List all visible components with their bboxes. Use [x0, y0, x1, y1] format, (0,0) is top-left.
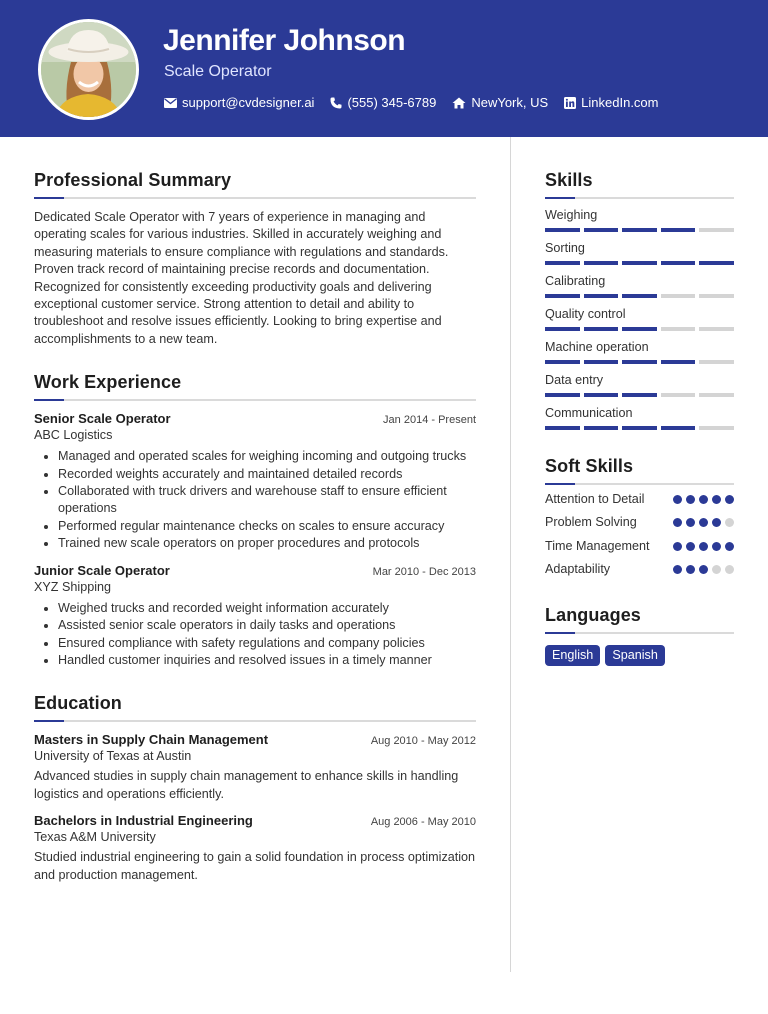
rating-dot — [699, 518, 708, 527]
soft-skill-name: Time Management — [545, 538, 650, 553]
skill-level-segment — [584, 294, 619, 298]
skills-list — [545, 208, 734, 430]
job-bullet: Handled customer inquiries and resolved issues in a timely manner — [34, 652, 476, 669]
skill-item — [545, 241, 734, 265]
skill-item — [545, 340, 734, 364]
education-heading: Education — [34, 693, 122, 714]
skill-level-segment — [622, 393, 657, 397]
rating-dot — [686, 495, 695, 504]
job-bullets — [34, 448, 476, 552]
skill-level-segment — [584, 327, 619, 331]
job-bullet: Assisted senior scale operators in daily tasks and operations — [34, 617, 476, 634]
skill-level-segment — [622, 261, 657, 265]
skill-level-segment — [699, 228, 734, 232]
job-title: Junior Scale Operator — [34, 562, 170, 578]
degree-title: Bachelors in Industrial Engineering — [34, 813, 253, 829]
skill-item — [545, 373, 734, 397]
summary-text: Dedicated Scale Operator with 7 years of experience in managing and operating scales for various industries. Skilled in accurately weighing and measuring materials to ensure compliance with regulations and standards. Proven track record of maintaining precise records and documentation. Recognized for consistently exceeding productivity goals and delivering exceptional customer service. Strong attention to detail and ability to troubleshoot and resolve issues efficiently. Looking to bring expertise and accomplishments to a new team. — [34, 210, 449, 346]
school-name: University of Texas at Austin — [34, 749, 192, 764]
candidate-title: Scale Operator — [164, 63, 272, 80]
skill-name: Sorting — [545, 241, 585, 255]
job-entry — [34, 563, 476, 670]
job-bullet: Recorded weights accurately and maintained detailed records — [34, 466, 476, 483]
job-company: XYZ Shipping — [34, 579, 112, 594]
skill-level-bar — [545, 360, 734, 364]
skill-name: Weighing — [545, 208, 598, 222]
contact-email[interactable] — [164, 95, 314, 110]
skill-level-segment — [545, 327, 580, 331]
rating-dot — [699, 565, 708, 574]
soft-skill-item — [545, 561, 734, 578]
skills-section — [545, 170, 734, 430]
contact-phone-text: (555) 345-6789 — [347, 95, 437, 110]
rating-dot — [712, 542, 721, 551]
rating-dot — [725, 565, 734, 574]
education-dates: Aug 2006 - May 2010 — [370, 816, 476, 829]
skill-level-bar — [545, 228, 734, 232]
summary-heading: Professional Summary — [34, 170, 232, 190]
language-list — [545, 645, 734, 666]
soft-skill-item — [545, 514, 734, 531]
skill-level-segment — [699, 261, 734, 265]
rating-dot — [725, 518, 734, 527]
job-dates: Mar 2010 - Dec 2013 — [372, 565, 476, 578]
languages-heading: Languages — [545, 604, 641, 625]
main-column — [34, 170, 476, 884]
skill-level-segment — [699, 393, 734, 397]
education-entry — [34, 813, 476, 884]
contact-email-text: support@cvdesigner.ai — [182, 95, 315, 110]
education-description: Studied industrial engineering to gain a solid foundation in process optimization and production management. — [34, 850, 476, 882]
soft-skills-rule — [545, 483, 734, 485]
skill-item — [545, 208, 734, 232]
contact-phone[interactable] — [330, 95, 436, 110]
rating-dot — [673, 518, 682, 527]
skill-level-segment — [545, 393, 580, 397]
soft-skills-heading: Soft Skills — [545, 456, 634, 476]
soft-skill-name: Adaptability — [545, 562, 611, 577]
experience-rule — [34, 399, 476, 401]
rating-dot — [686, 565, 695, 574]
skill-level-segment — [622, 426, 657, 430]
skill-name: Communication — [545, 406, 633, 420]
skill-level-segment — [584, 426, 619, 430]
skill-level-segment — [661, 228, 696, 232]
skill-level-bar — [545, 426, 734, 430]
languages-rule — [545, 632, 734, 634]
home-icon — [452, 97, 466, 109]
experience-section — [34, 372, 476, 669]
skill-level-segment — [584, 360, 619, 364]
rating-dot — [673, 495, 682, 504]
rating-dot — [712, 495, 721, 504]
skill-level-segment — [699, 327, 734, 331]
education-dates: Aug 2010 - May 2012 — [370, 735, 476, 748]
rating-dot — [686, 518, 695, 527]
skills-rule — [545, 197, 734, 199]
soft-skill-item — [545, 538, 734, 555]
job-bullets — [34, 600, 476, 670]
skill-level-segment — [622, 228, 657, 232]
skill-level-segment — [584, 261, 619, 265]
skill-level-segment — [699, 360, 734, 364]
profile-photo-illustration — [41, 22, 136, 117]
skill-level-segment — [661, 393, 696, 397]
job-dates: Jan 2014 - Present — [383, 414, 476, 427]
job-bullet: Ensured compliance with safety regulations and company policies — [34, 635, 476, 652]
rating-dot — [673, 542, 682, 551]
education-description: Advanced studies in supply chain management to enhance skills in handling logistics and operations efficiently. — [34, 769, 459, 801]
skill-item — [545, 274, 734, 298]
rating-dot — [712, 565, 721, 574]
skill-level-segment — [661, 327, 696, 331]
resume-header — [0, 0, 768, 137]
education-rule — [34, 720, 476, 722]
job-company: ABC Logistics — [34, 428, 113, 443]
contact-linkedin-text: LinkedIn.com — [581, 95, 659, 110]
soft-skill-rating — [673, 518, 734, 527]
soft-skill-rating — [673, 542, 734, 551]
rating-dot — [712, 518, 721, 527]
soft-skill-name: Attention to Detail — [545, 492, 645, 506]
skill-name: Data entry — [545, 373, 604, 387]
soft-skill-name: Problem Solving — [545, 515, 637, 530]
language-badge: Spanish — [605, 645, 665, 666]
skill-level-segment — [622, 327, 657, 331]
skill-level-segment — [545, 360, 580, 364]
experience-heading: Work Experience — [34, 372, 182, 393]
contact-location-text: NewYork, US — [471, 95, 549, 110]
language-badge: English — [545, 645, 600, 666]
education-entry — [34, 732, 476, 803]
skill-level-segment — [584, 393, 619, 397]
contact-location — [452, 95, 548, 110]
envelope-icon — [164, 98, 177, 108]
skills-heading: Skills — [545, 170, 593, 190]
job-bullet: Trained new scale operators on proper procedures and protocols — [34, 535, 476, 552]
school-name: Texas A&M University — [34, 830, 156, 845]
skill-name: Quality control — [545, 307, 626, 321]
job-bullet: Managed and operated scales for weighing incoming and outgoing trucks — [34, 448, 476, 465]
skill-level-segment — [699, 294, 734, 298]
rating-dot — [673, 565, 682, 574]
soft-skills-list — [545, 491, 734, 579]
skill-level-bar — [545, 261, 734, 265]
rating-dot — [686, 542, 695, 551]
candidate-name: Jennifer Johnson — [163, 24, 406, 57]
skill-level-segment — [622, 294, 657, 298]
contact-list — [164, 95, 659, 110]
soft-skill-item — [545, 491, 734, 508]
job-entry — [34, 411, 476, 552]
skill-level-bar — [545, 327, 734, 331]
phone-icon — [330, 97, 342, 109]
column-divider — [510, 137, 511, 972]
skill-item — [545, 307, 734, 331]
skill-level-segment — [545, 426, 580, 430]
skill-level-bar — [545, 393, 734, 397]
skill-level-segment — [584, 228, 619, 232]
languages-section — [545, 605, 734, 666]
linkedin-icon — [564, 97, 576, 109]
skill-level-segment — [661, 426, 696, 430]
skill-level-segment — [699, 426, 734, 430]
summary-rule — [34, 197, 476, 199]
skill-level-segment — [545, 294, 580, 298]
skill-level-bar — [545, 294, 734, 298]
skill-level-segment — [622, 360, 657, 364]
skill-level-segment — [661, 360, 696, 364]
skill-name: Calibrating — [545, 274, 606, 288]
rating-dot — [725, 495, 734, 504]
skill-level-segment — [545, 228, 580, 232]
rating-dot — [699, 542, 708, 551]
skill-level-segment — [661, 261, 696, 265]
sidebar-column — [545, 170, 734, 666]
degree-title: Masters in Supply Chain Management — [34, 732, 269, 748]
contact-linkedin[interactable] — [564, 95, 658, 110]
soft-skills-section — [545, 456, 734, 579]
job-bullet: Weighed trucks and recorded weight information accurately — [34, 600, 476, 617]
skill-level-segment — [545, 261, 580, 265]
rating-dot — [699, 495, 708, 504]
skill-item — [545, 406, 734, 430]
soft-skill-rating — [673, 495, 734, 504]
job-title: Senior Scale Operator — [34, 411, 171, 427]
job-bullet: Performed regular maintenance checks on scales to ensure accuracy — [34, 518, 476, 535]
education-section — [34, 693, 476, 884]
skill-name: Machine operation — [545, 340, 649, 354]
rating-dot — [725, 542, 734, 551]
job-bullet: Collaborated with truck drivers and warehouse staff to ensure efficient operations — [34, 483, 476, 518]
profile-photo — [38, 19, 139, 120]
soft-skill-rating — [673, 565, 734, 574]
skill-level-segment — [661, 294, 696, 298]
summary-section — [34, 170, 476, 348]
